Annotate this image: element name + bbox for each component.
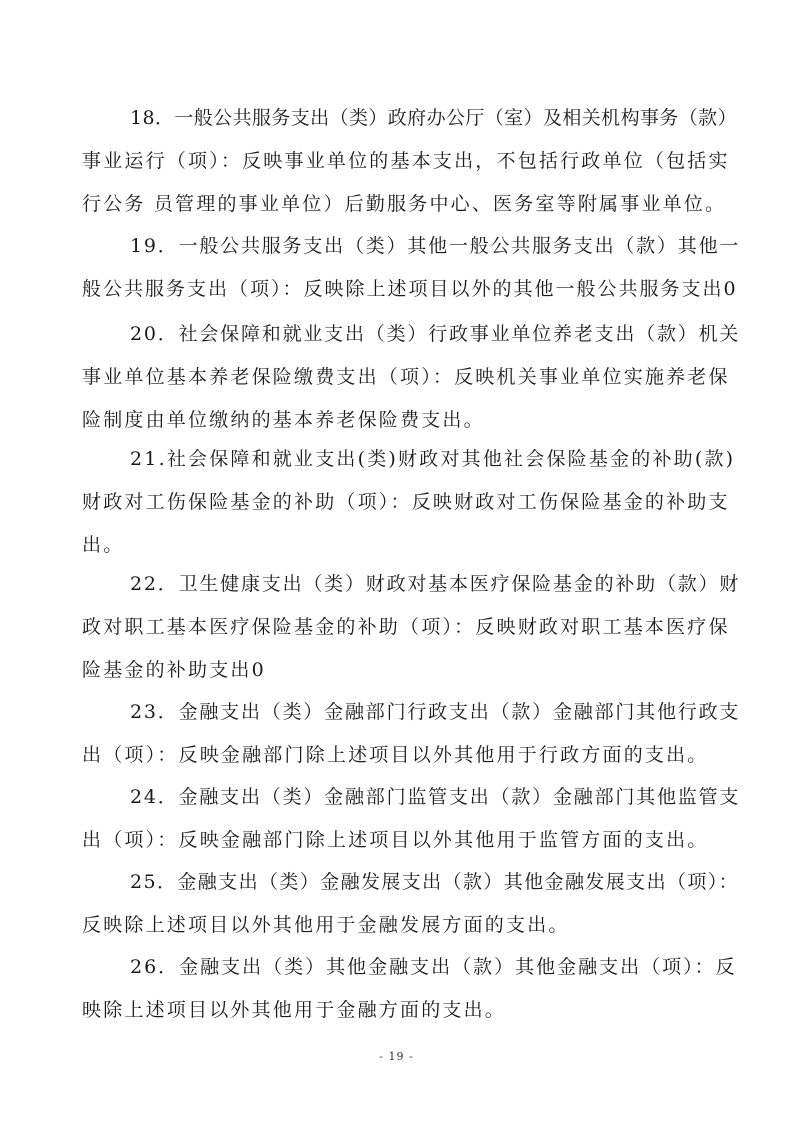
paragraph-item-23 [82,691,742,777]
paragraph-line: 反映除上述项目以外其他用于金融发展方面的支出。 [82,913,570,936]
paragraph-line: 出。 [82,533,125,556]
paragraph-item-20 [82,313,742,441]
paragraph-line: 出（项）：反映金融部门除上述项目以外其他用于行政方面的支出。 [82,743,709,766]
paragraph-line: 25．金融支出（类）金融发展支出（款）其他金融发展支出（项）： [130,871,740,893]
paragraph-line: 21.社会保障和就业支出(类)财政对其他社会保险基金的补助(款) [130,448,736,470]
paragraph-line: 政对职工基本医疗保险基金的补助（项）：反映财政对职工基本医疗保 [82,615,730,638]
paragraph-item-18 [82,97,742,225]
paragraph-line: 18．一般公共服务支出（类）政府办公厅（室）及相关机构事务（款） [130,107,737,129]
paragraph-line: 出（项）：反映金融部门除上述项目以外其他用于监管方面的支出。 [82,828,709,851]
paragraph-line: 险基金的补助支出0 [82,658,266,681]
page-number: - 19 - [379,1050,414,1063]
paragraph-line: 19．一般公共服务支出（类）其他一般公共服务支出（款）其他一 [130,235,741,257]
paragraph-line: 般公共服务支出（项）：反映除上述项目以外的其他一般公共服务支出0 [82,277,738,300]
paragraph-item-25 [82,861,742,947]
paragraph-item-24 [82,776,742,862]
paragraph-line: 26．金融支出（类）其他金融支出（款）其他金融支出（项）：反 [130,956,737,978]
paragraph-line: 24．金融支出（类）金融部门监管支出（款）金融部门其他监管支 [130,786,741,808]
paragraph-line: 23．金融支出（类）金融部门行政支出（款）金融部门其他行政支 [130,701,741,723]
paragraph-item-26 [82,946,742,1032]
paragraph-item-22 [82,563,742,691]
paragraph-line: 财政对工伤保险基金的补助（项）：反映财政对工伤保险基金的补助支 [82,490,730,513]
paragraph-line: 事业单位基本养老保险缴费支出（项）：反映机关事业单位实施养老保 [82,365,730,388]
paragraph-line: 险制度由单位缴纳的基本养老保险费支出。 [82,408,485,431]
paragraph-line: 20．社会保障和就业支出（类）行政事业单位养老支出（款）机关 [130,323,741,345]
paragraph-line: 映除上述项目以外其他用于金融方面的支出。 [82,998,507,1021]
paragraph-item-19 [82,225,742,311]
paragraph-line: 22．卫生健康支出（类）财政对基本医疗保险基金的补助（款）财 [130,573,741,595]
paragraph-item-21 [82,438,742,566]
paragraph-line: 事业运行（项）：反映事业单位的基本支出，不包括行政单位（包括实 [82,149,730,172]
paragraph-line: 行公务 员管理的事业单位）后勤服务中心、医务室等附属事业单位。 [82,192,727,215]
